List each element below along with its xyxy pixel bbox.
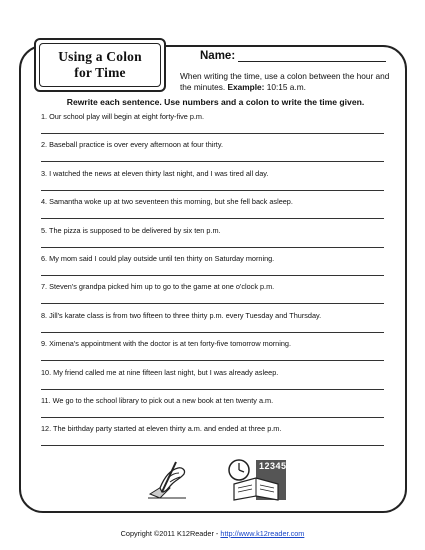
title-line-2: for Time <box>74 65 126 80</box>
instruction: Rewrite each sentence. Use numbers and a colon to write the time given. <box>66 97 365 107</box>
writing-hand-icon <box>146 458 192 500</box>
exercise-item: 11. We go to the school library to pick out a new book at ten twenty a.m. <box>41 396 274 405</box>
footer <box>0 529 425 538</box>
exercise-item: 3. I watched the news at eleven thirty last night, and I was tired all day. <box>41 168 269 178</box>
intro-text: When writing the time, use a colon between the hour and the minutes. Example: 10:15 a.m. <box>180 71 390 92</box>
example-value: 10:15 a.m. <box>266 81 306 92</box>
exercise-item: 9. Ximena's appointment with the doctor is at ten forty-five tomorrow morning. <box>41 339 292 349</box>
name-field[interactable] <box>200 50 386 62</box>
exercise-item: 8. Jill's karate class is from two fifteen to three thirty p.m. every Tuesday and Thursday. <box>41 310 322 320</box>
exercise-item: 10. My friend called me at nine fifteen last night, but I was already asleep. <box>41 367 279 377</box>
exercise-item: 6. My mom said I could play outside until ten thirty on Saturday morning. <box>41 254 275 263</box>
name-label: Name: <box>200 50 236 62</box>
answer-line[interactable] <box>41 332 384 333</box>
clip-art-numbers: 12345 <box>259 461 287 471</box>
title-box <box>34 38 166 92</box>
name-line[interactable] <box>238 51 386 62</box>
answer-line[interactable] <box>41 275 384 276</box>
title-line-1: Using a Colon <box>58 49 142 64</box>
exercise-item: 1. Our school play will begin at eight forty-five p.m. <box>41 112 205 121</box>
answer-line[interactable] <box>41 445 384 446</box>
exercise-item: 5. The pizza is supposed to be delivered by six ten p.m. <box>41 225 221 235</box>
answer-line[interactable] <box>41 247 384 248</box>
answer-line[interactable] <box>41 303 384 304</box>
footer-link[interactable]: http://www.k12reader.com <box>220 529 305 538</box>
exercise-item: 4. Samantha woke up at two seventeen this morning, but she fell back asleep. <box>41 197 293 207</box>
answer-line[interactable] <box>41 360 384 361</box>
example-label: Example: <box>227 81 265 92</box>
answer-line[interactable] <box>41 417 384 418</box>
copyright-text: Copyright ©2011 K12Reader - <box>120 529 221 538</box>
exercise-item: 7. Steven's grandpa picked him up to go to the game at one o'clock p.m. <box>41 282 275 292</box>
answer-line[interactable] <box>41 161 384 162</box>
answer-line[interactable] <box>41 133 384 134</box>
exercise-item: 2. Baseball practice is over every afternoon at four thirty. <box>41 140 223 150</box>
answer-line[interactable] <box>41 389 384 390</box>
answer-line[interactable] <box>41 190 384 191</box>
exercise-item: 12. The birthday party started at eleven thirty a.m. and ended at three p.m. <box>41 424 282 434</box>
answer-line[interactable] <box>41 218 384 219</box>
